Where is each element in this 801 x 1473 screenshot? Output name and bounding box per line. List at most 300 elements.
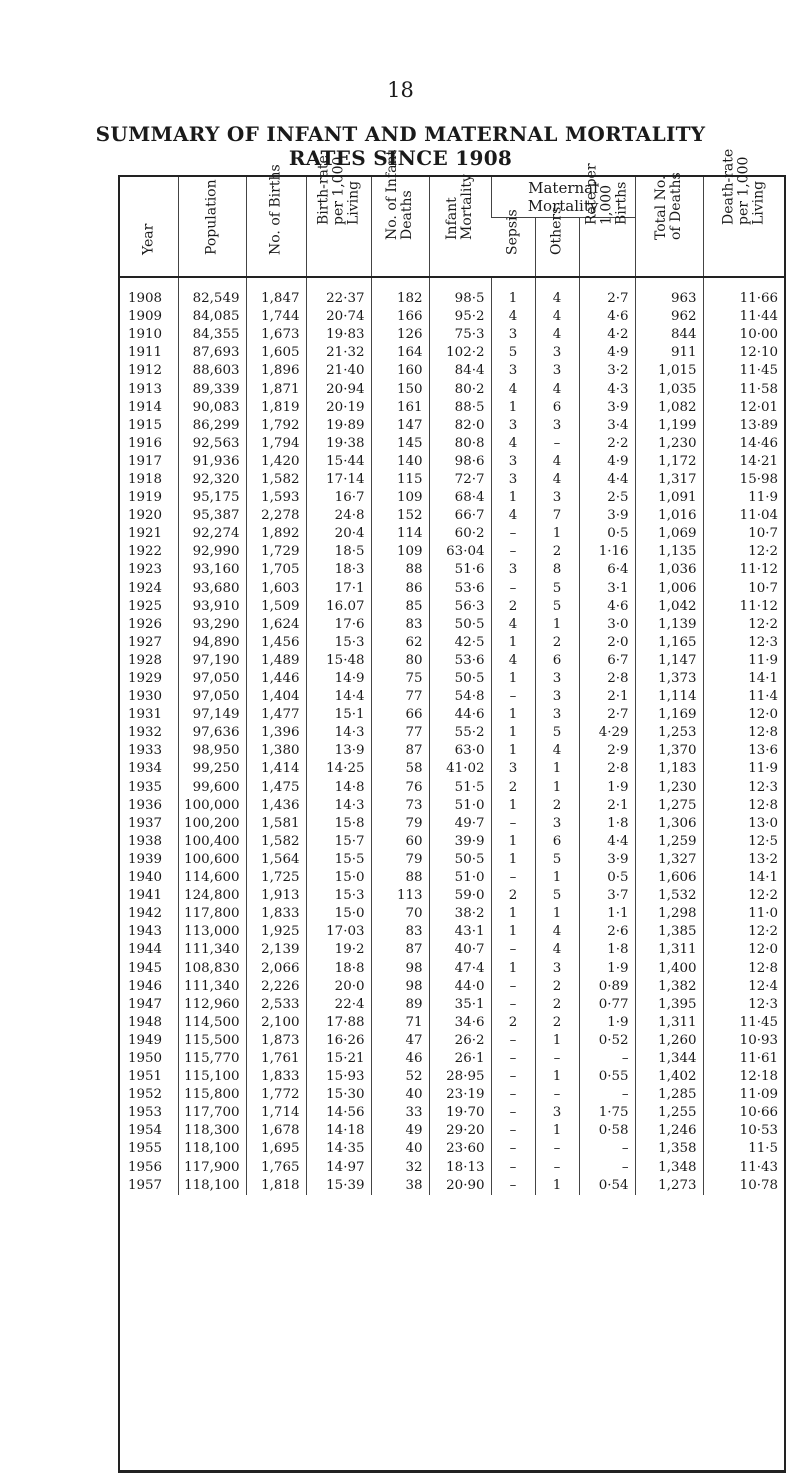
table-cell: 13·9 (306, 742, 371, 760)
table-row (120, 453, 784, 471)
table-cell: 2 (491, 598, 535, 616)
table-cell: 0·54 (579, 1177, 635, 1195)
table-row (120, 797, 784, 815)
table-cell: 15·30 (306, 1086, 371, 1104)
table-cell: 13·2 (703, 851, 784, 869)
table-cell: 12·18 (703, 1068, 784, 1086)
table-cell: 13·6 (703, 742, 784, 760)
table-cell: 41·02 (429, 760, 491, 778)
table-cell: 51·0 (429, 797, 491, 815)
table-cell: 1,273 (635, 1177, 703, 1195)
table-cell: 95·2 (429, 308, 491, 326)
table-cell: 1,678 (246, 1122, 306, 1140)
table-cell: 1,253 (635, 724, 703, 742)
table-cell: 1943 (128, 924, 163, 940)
table-cell: 11·58 (703, 380, 784, 398)
table-cell: 14·25 (306, 760, 371, 778)
table-cell: 1,456 (246, 634, 306, 652)
table-cell: 12·4 (703, 978, 784, 996)
table-cell: 108,830 (178, 959, 246, 977)
table-cell: 3 (535, 670, 579, 688)
table-cell: 11·45 (703, 1014, 784, 1032)
table-cell: – (491, 525, 535, 543)
table-cell: 79 (371, 815, 429, 833)
table-cell: 59·0 (429, 887, 491, 905)
table-cell: 1,259 (635, 833, 703, 851)
table-cell: 1,792 (246, 417, 306, 435)
table-cell: 40 (371, 1086, 429, 1104)
table-cell: 3 (535, 362, 579, 380)
table-cell: 102·2 (429, 344, 491, 362)
table-cell: 1,260 (635, 1032, 703, 1050)
table-cell: 1924 (128, 580, 163, 596)
table-cell: – (491, 815, 535, 833)
table-cell: 1,275 (635, 797, 703, 815)
table-cell: 1,892 (246, 525, 306, 543)
table-cell: 1,605 (246, 344, 306, 362)
table-cell: 52 (371, 1068, 429, 1086)
table-cell: 66·7 (429, 507, 491, 525)
table-cell: – (491, 1104, 535, 1122)
table-cell: 1,564 (246, 851, 306, 869)
table-cell: 115 (371, 471, 429, 489)
table-cell: 44·0 (429, 978, 491, 996)
table-cell: 1951 (128, 1069, 163, 1085)
table-cell: 962 (635, 308, 703, 326)
table-cell: 26·2 (429, 1032, 491, 1050)
table-cell: 12·3 (703, 996, 784, 1014)
table-cell: 1,035 (635, 380, 703, 398)
table-cell: 147 (371, 417, 429, 435)
table-cell: 13·89 (703, 417, 784, 435)
table-cell: 109 (371, 489, 429, 507)
table-cell: 1955 (128, 1141, 163, 1157)
table-cell: 92,990 (178, 543, 246, 561)
table-cell: – (579, 1159, 635, 1177)
table-cell: – (535, 1086, 579, 1104)
table-cell: 0·58 (579, 1122, 635, 1140)
table-cell: 1,380 (246, 742, 306, 760)
table-cell: 3 (491, 362, 535, 380)
table-cell: 1914 (128, 399, 163, 415)
table-cell: 1,285 (635, 1086, 703, 1104)
table-cell: 15·0 (306, 905, 371, 923)
table-cell: 14·56 (306, 1104, 371, 1122)
table-cell: 1 (535, 779, 579, 797)
table-cell: 2 (535, 996, 579, 1014)
table-cell: 0·77 (579, 996, 635, 1014)
table-cell: 15·0 (306, 869, 371, 887)
table-cell: 2·2 (579, 435, 635, 453)
table-cell: 1,420 (246, 453, 306, 471)
table-row (120, 616, 784, 634)
table-cell: 1957 (128, 1177, 163, 1193)
table-cell: 15·98 (703, 471, 784, 489)
table-row (120, 724, 784, 742)
table-cell: 97,149 (178, 706, 246, 724)
table-cell: 23·19 (429, 1086, 491, 1104)
table-cell: 19·83 (306, 326, 371, 344)
table-cell: 1,306 (635, 815, 703, 833)
table-cell: 14·18 (306, 1122, 371, 1140)
table-cell: 20·4 (306, 525, 371, 543)
table-row (120, 435, 784, 453)
table-cell: 19·89 (306, 417, 371, 435)
table-cell: 11·45 (703, 362, 784, 380)
table-cell: 1,582 (246, 471, 306, 489)
table-cell: 140 (371, 453, 429, 471)
table-cell: 1915 (128, 417, 163, 433)
table-cell: 115,100 (178, 1068, 246, 1086)
table-cell: 1,382 (635, 978, 703, 996)
table-cell: 4·4 (579, 833, 635, 851)
table-cell: 1 (491, 670, 535, 688)
table-cell: 0·55 (579, 1068, 635, 1086)
table-cell: 10·93 (703, 1032, 784, 1050)
table-body (120, 277, 784, 1195)
table-row (120, 1086, 784, 1104)
table-cell: 2 (535, 543, 579, 561)
table-cell: 1909 (128, 309, 163, 325)
table-cell: 21·32 (306, 344, 371, 362)
table-cell: 1 (491, 905, 535, 923)
table-cell: 1948 (128, 1014, 163, 1030)
table-cell: 113 (371, 887, 429, 905)
table-cell: 1 (491, 851, 535, 869)
table-cell: 114,500 (178, 1014, 246, 1032)
table-cell: 12·01 (703, 399, 784, 417)
table-row (120, 399, 784, 417)
table-cell: – (491, 1159, 535, 1177)
table-cell: 14·97 (306, 1159, 371, 1177)
table-cell: 12·10 (703, 344, 784, 362)
table-cell: 1,489 (246, 652, 306, 670)
table-cell: 6·4 (579, 561, 635, 579)
table-cell: 4·6 (579, 308, 635, 326)
table-cell: 4 (491, 616, 535, 634)
table-cell: – (535, 435, 579, 453)
header-birth-rate: Birth-rate per 1,000 Living (306, 177, 371, 276)
table-cell: 49·7 (429, 815, 491, 833)
table-row (120, 1068, 784, 1086)
table-cell: – (491, 1032, 535, 1050)
table-cell: 98,950 (178, 742, 246, 760)
table-cell: 1 (535, 905, 579, 923)
table-row (120, 1050, 784, 1068)
table-cell: 86 (371, 580, 429, 598)
table-cell: 75·3 (429, 326, 491, 344)
table-cell: 1,913 (246, 887, 306, 905)
table-row (120, 507, 784, 525)
table-row (120, 851, 784, 869)
table-cell: – (491, 1068, 535, 1086)
table-cell: 79 (371, 851, 429, 869)
table-cell: 1921 (128, 526, 163, 542)
table-cell: 150 (371, 380, 429, 398)
table-cell: 98·5 (429, 277, 491, 308)
table-cell: 12·3 (703, 779, 784, 797)
table-cell: 20·94 (306, 380, 371, 398)
table-cell: 1933 (128, 743, 163, 759)
table-cell: 1,475 (246, 779, 306, 797)
table-cell: 63·0 (429, 742, 491, 760)
table-cell: 11·43 (703, 1159, 784, 1177)
table-cell: – (491, 688, 535, 706)
table-cell: 10·53 (703, 1122, 784, 1140)
table-cell: 0·5 (579, 869, 635, 887)
table-cell: 124,800 (178, 887, 246, 905)
table-cell: 86,299 (178, 417, 246, 435)
table-cell: 15·48 (306, 652, 371, 670)
table-cell: 11·04 (703, 507, 784, 525)
table-cell: 1912 (128, 363, 163, 379)
table-cell: 1,139 (635, 616, 703, 634)
table-cell: 84,085 (178, 308, 246, 326)
table-cell: 5 (491, 344, 535, 362)
table-cell: 1,833 (246, 1068, 306, 1086)
table-cell: 10·66 (703, 1104, 784, 1122)
table-cell: 14·8 (306, 779, 371, 797)
table-cell: 66 (371, 706, 429, 724)
table-cell: 4·9 (579, 344, 635, 362)
table-cell: 2 (535, 634, 579, 652)
header-death-rate: Death-rate per 1,000 Living (703, 177, 784, 276)
table-cell: 2·1 (579, 688, 635, 706)
table-cell: 92,320 (178, 471, 246, 489)
table-cell: 53·6 (429, 652, 491, 670)
table-cell: 1,847 (246, 277, 306, 308)
header-births: No. of Births (246, 177, 306, 276)
table-cell: 14·46 (703, 435, 784, 453)
table-cell: 118,100 (178, 1177, 246, 1195)
table-cell: 93,680 (178, 580, 246, 598)
table-cell: 33 (371, 1104, 429, 1122)
table-cell: 6 (535, 652, 579, 670)
table-cell: 1,255 (635, 1104, 703, 1122)
table-cell: 29·20 (429, 1122, 491, 1140)
table-cell: 1,327 (635, 851, 703, 869)
table-cell: 100,400 (178, 833, 246, 851)
table-cell: 4 (535, 277, 579, 308)
table-cell: 56·3 (429, 598, 491, 616)
table-cell: 14·1 (703, 670, 784, 688)
table-cell: 2 (535, 1014, 579, 1032)
table-cell: 4 (535, 471, 579, 489)
table-cell: 1,036 (635, 561, 703, 579)
table-cell: 19·70 (429, 1104, 491, 1122)
table-cell: 1950 (128, 1050, 163, 1066)
table-cell: 1930 (128, 689, 163, 705)
table-cell: 97,050 (178, 688, 246, 706)
table-cell: 1952 (128, 1087, 163, 1103)
table-cell: 1,446 (246, 670, 306, 688)
table-cell: 5 (535, 851, 579, 869)
table-cell: 1,603 (246, 580, 306, 598)
table-cell: 12·2 (703, 923, 784, 941)
table-cell: 1,016 (635, 507, 703, 525)
table-cell: 0·5 (579, 525, 635, 543)
table-cell: 118,100 (178, 1140, 246, 1158)
table-cell: 47 (371, 1032, 429, 1050)
table-cell: 1,532 (635, 887, 703, 905)
table-cell: 0·52 (579, 1032, 635, 1050)
table-cell: 17·88 (306, 1014, 371, 1032)
table-cell: 1,705 (246, 561, 306, 579)
table-cell: 51·0 (429, 869, 491, 887)
table-cell: 111,340 (178, 978, 246, 996)
table-cell: 963 (635, 277, 703, 308)
table-cell: 88 (371, 561, 429, 579)
table-cell: 3·2 (579, 362, 635, 380)
table-cell: 12·8 (703, 724, 784, 742)
table-cell: 1,581 (246, 815, 306, 833)
table-cell: 3·0 (579, 616, 635, 634)
table-cell: 80 (371, 652, 429, 670)
table-row (120, 833, 784, 851)
table-cell: 87 (371, 742, 429, 760)
table-cell: 5 (535, 598, 579, 616)
table-cell: 1·75 (579, 1104, 635, 1122)
table-row (120, 1122, 784, 1140)
table-row (120, 417, 784, 435)
table-cell: 8 (535, 561, 579, 579)
table-cell: – (491, 978, 535, 996)
table-cell: 87,693 (178, 344, 246, 362)
table-cell: 145 (371, 435, 429, 453)
table-cell: 24·8 (306, 507, 371, 525)
table-row (120, 815, 784, 833)
table-cell: 39·9 (429, 833, 491, 851)
table-cell: 1 (491, 742, 535, 760)
table-cell: 11·9 (703, 760, 784, 778)
table-cell: 10·00 (703, 326, 784, 344)
table-cell: 1,317 (635, 471, 703, 489)
table-cell: 1941 (128, 888, 163, 904)
table-cell: 1·9 (579, 1014, 635, 1032)
table-cell: 72·7 (429, 471, 491, 489)
table-cell: 73 (371, 797, 429, 815)
table-cell: 4·3 (579, 380, 635, 398)
table-cell: 1929 (128, 671, 163, 687)
table-cell: 4 (491, 435, 535, 453)
table-row (120, 978, 784, 996)
table-cell: 1·16 (579, 543, 635, 561)
table-cell: 1,373 (635, 670, 703, 688)
table-cell: 60·2 (429, 525, 491, 543)
table-row (120, 905, 784, 923)
table-cell: 15·5 (306, 851, 371, 869)
table-cell: 2·9 (579, 742, 635, 760)
table-cell: – (491, 1177, 535, 1195)
table-row (120, 362, 784, 380)
table-cell: 1 (535, 1032, 579, 1050)
table-cell: 1945 (128, 960, 163, 976)
table-row (120, 1159, 784, 1177)
table-cell: 1,582 (246, 833, 306, 851)
table-cell: 1 (535, 1068, 579, 1086)
table-cell: 3 (491, 471, 535, 489)
table-cell: 3·9 (579, 507, 635, 525)
table-cell: 3·9 (579, 399, 635, 417)
table-cell: 19·38 (306, 435, 371, 453)
table-cell: 1 (491, 399, 535, 417)
table-cell: 83 (371, 923, 429, 941)
table-cell: 0·89 (579, 978, 635, 996)
table-cell: 1923 (128, 562, 163, 578)
table-cell: 109 (371, 543, 429, 561)
table-row (120, 869, 784, 887)
table-cell: 1,395 (635, 996, 703, 1014)
table-cell: 50·5 (429, 616, 491, 634)
table-cell: 2·8 (579, 760, 635, 778)
table-row (120, 489, 784, 507)
table-cell: 77 (371, 724, 429, 742)
table-cell: 1925 (128, 598, 163, 614)
header-others: Others (535, 218, 579, 277)
table-row (120, 742, 784, 760)
table-cell: 15·7 (306, 833, 371, 851)
table-cell: 18·5 (306, 543, 371, 561)
table-cell: 1,400 (635, 959, 703, 977)
table-cell: 53·6 (429, 580, 491, 598)
table-cell: 12·8 (703, 797, 784, 815)
table-cell: 1,344 (635, 1050, 703, 1068)
table-cell: 844 (635, 326, 703, 344)
table-cell: 1,358 (635, 1140, 703, 1158)
table-cell: 20·0 (306, 978, 371, 996)
table-cell: 3 (535, 688, 579, 706)
table-cell: 182 (371, 277, 429, 308)
table-cell: 4 (535, 941, 579, 959)
table-cell: 1940 (128, 870, 163, 886)
table-cell: 1,165 (635, 634, 703, 652)
table-cell: 1,042 (635, 598, 703, 616)
table-cell: 92,274 (178, 525, 246, 543)
table-cell: 15·1 (306, 706, 371, 724)
table-cell: 97,190 (178, 652, 246, 670)
table-cell: 82·0 (429, 417, 491, 435)
table-cell: 76 (371, 779, 429, 797)
table-cell: 6 (535, 399, 579, 417)
table-cell: 3 (491, 561, 535, 579)
table-cell: 1,199 (635, 417, 703, 435)
table-cell: 12·8 (703, 959, 784, 977)
table-cell: 1,082 (635, 399, 703, 417)
table-cell: 4·6 (579, 598, 635, 616)
table-cell: 11·66 (703, 277, 784, 308)
table-cell: – (579, 1140, 635, 1158)
header-infant-mortality: Infant Mortality (429, 177, 491, 276)
table-cell: 84,355 (178, 326, 246, 344)
table-cell: 71 (371, 1014, 429, 1032)
table-cell: – (491, 1140, 535, 1158)
table-cell: 1,311 (635, 1014, 703, 1032)
table-cell: 44·6 (429, 706, 491, 724)
table-cell: 6·7 (579, 652, 635, 670)
table-cell: 26·1 (429, 1050, 491, 1068)
table-cell: 93,160 (178, 561, 246, 579)
table-cell: 7 (535, 507, 579, 525)
table-cell: 2·7 (579, 706, 635, 724)
table-cell: 1,183 (635, 760, 703, 778)
table-cell: 14·1 (703, 869, 784, 887)
table-cell: – (491, 1050, 535, 1068)
table-cell: 12·2 (703, 616, 784, 634)
table-cell: 1939 (128, 851, 163, 867)
table-cell: 4·9 (579, 453, 635, 471)
table-cell: 1 (491, 277, 535, 308)
table-row (120, 543, 784, 561)
